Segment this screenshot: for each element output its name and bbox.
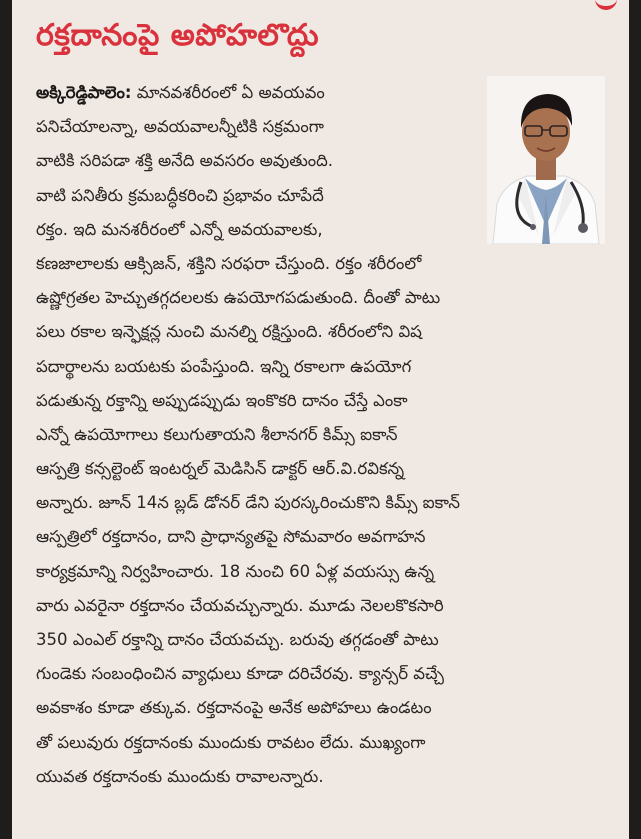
corner-decoration	[595, 0, 617, 10]
article-line-14: ఆస్పత్రిలో రక్తదానం, దాని ప్రాధాన్యతపై సోమవారం అవగాహన	[36, 527, 426, 547]
article-line-15: కార్యక్రమాన్ని నిర్వహించారు. 18 నుంచి 60 ఏళ్ల వయస్సు ఉన్న	[36, 561, 435, 581]
article-line-9: పదార్థాలను బయటకు పంపేస్తుంది. ఇన్ని రకాలగా ఉపయోగ	[36, 356, 412, 376]
article-line-4: వాటి పనితీరు క్రమబద్ధీకరించి ప్రభావం చూపేదే	[36, 185, 324, 205]
article-line-17: 350 ఎంఎల్ రక్తాన్ని దానం చేయవచ్చు. బరువు తగ్గడంతో పాటు	[36, 630, 439, 649]
article-line-19: అవకాశం కూడా తక్కువ. రక్తదానంపై అనేక అపోహలు ఉండటం	[36, 698, 432, 718]
article-line-5: రక్తం. ఇది మనశరీరంలో ఎన్నో అవయవాలకు,	[36, 219, 323, 239]
dateline: అక్కిరెడ్డిపాలెం:	[36, 83, 132, 102]
article-line-16: వారు ఎవరైనా రక్తదానం చేయవచ్చున్నారు. మూడు నెలలకొకసారి	[36, 595, 444, 615]
article-line-18: గుండెకు సంబంధించిన వ్యాధులు కూడా దరిచేరవు. క్యాన్సర్ వచ్చే	[36, 664, 444, 684]
article-line-7: ఉష్ణోగ్రతల హెచ్చుతగ్గదలలకు ఉపయోగపడుతుంది. దీంతో పాటు	[36, 288, 441, 308]
article-line-2: పనిచేయాలన్నా, అవయవాలన్నీటికి సక్రమంగా	[36, 117, 324, 137]
article-line-11: ఎన్నో ఉపయోగాలు కలుగుతాయని శీలానగర్ కిమ్స్ ఐకాన్	[36, 424, 398, 444]
article-line-10: పడుతున్న రక్తాన్ని అప్పుడప్పుడు ఇంకొకరి దానం చేస్తే ఎంకా	[36, 390, 408, 410]
article-line-21: యువత రక్తదానంకు ముందుకు రావాలన్నారు.	[36, 766, 324, 786]
article-line-3: వాటికి సరిపడా శక్తి అనేది అవసరం అవుతుంది.	[36, 151, 334, 171]
article-line-13: అన్నారు. జూన్ 14న బ్లడ్ డోనర్ డేని పురస్కరించుకొని కిమ్స్ ఐకాన్	[36, 493, 460, 513]
article-body	[36, 76, 620, 794]
article-line-8: పలు రకాల ఇన్ఫెక్షన్ల నుంచి మనల్ని రక్షిస్తుంది. శరీరంలోని విష	[36, 322, 422, 342]
newspaper-clipping	[12, 0, 629, 839]
article-line-20: తో పలువురు రక్తదానంకు ముందుకు రావటం లేదు. ముఖ్యంగా	[36, 732, 426, 752]
headline: రక్తదానంపై అపోహలొద్దు	[36, 18, 319, 53]
article-line-1: అక్కిరెడ్డిపాలెం: మానవశరీరంలో ఏ అవయవం	[36, 83, 325, 102]
article-line-12: ఆస్పత్రి కన్సల్టెంట్ ఇంటర్నల్ మెడిసిన్ డాక్టర్ ఆర్.వి.రవికన్న	[36, 459, 405, 479]
article-line-6: కణజాలాలకు ఆక్సిజన్, శక్తిని సరఫరా చేస్తుంది. రక్తం శరీరంలో	[36, 253, 422, 273]
